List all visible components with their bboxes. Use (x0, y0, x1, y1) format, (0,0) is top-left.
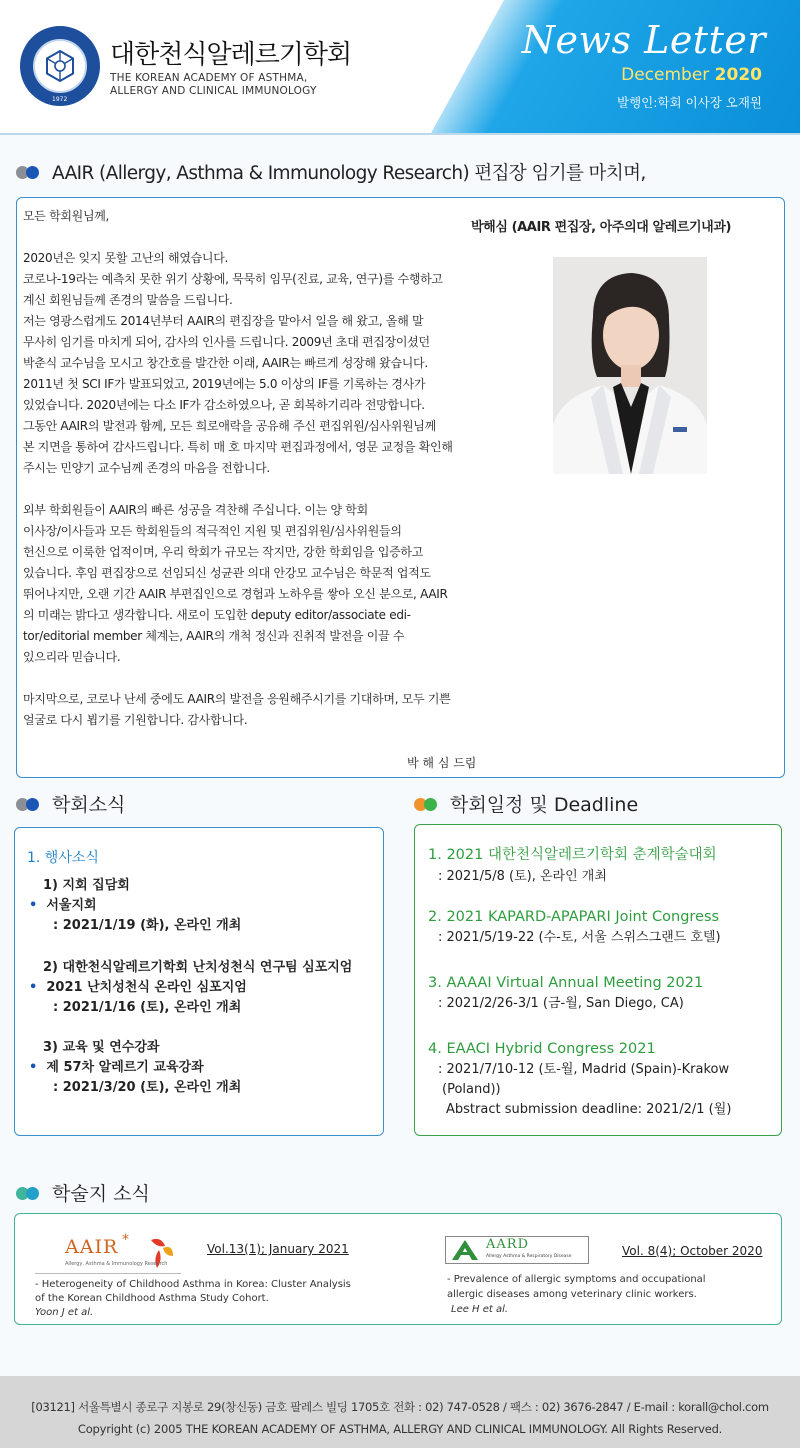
aair-article-line: - Heterogeneity of Childhood Asthma in Korea: Cluster Analysis (35, 1279, 351, 1290)
schedule-item-detail: (Poland)) (442, 1082, 501, 1097)
schedule-item (428, 1041, 731, 1120)
news-item-detail: : 2021/1/19 (화), 온라인 개최 (53, 918, 242, 933)
letter-signature: 박 해 심 드림 (407, 756, 477, 770)
schedule-item-title: 2. 2021 KAPARD-APAPARI Joint Congress (428, 909, 720, 925)
schedule-title: 학회일정 및 Deadline (450, 794, 639, 816)
event-news-heading: 1. 행사소식 (27, 850, 99, 866)
news-item-event (29, 1058, 241, 1078)
schedule-item-title: 4. EAACI Hybrid Congress 2021 (428, 1041, 656, 1057)
asterisk-icon: * (122, 1232, 129, 1248)
schedule-item (428, 975, 703, 1014)
newsletter-date (621, 65, 762, 85)
org-name-english (110, 72, 320, 98)
section-bullet-icon (16, 165, 42, 179)
schedule-item-detail: : 2021/7/10-12 (토-월, Madrid (Spain)-Krakow (438, 1062, 730, 1077)
aard-article-authors: Lee H et al. (451, 1304, 509, 1315)
news-item-event-name: 서울지회 (46, 898, 97, 913)
news-item-title: 2) 대한천식알레르기학회 난치성천식 연구팀 심포지엄 (43, 960, 353, 975)
journals-box (14, 1213, 782, 1325)
aard-article[interactable] (447, 1272, 706, 1317)
letter-line: 박춘식 교수님을 모시고 창간호를 발간한 이래, AAIR는 빠르게 성장해 왔습니다. (23, 356, 428, 370)
letter-line: 외부 학회원들이 AAIR의 빠른 성공을 격찬해 주십니다. 이는 양 학회 (23, 503, 368, 517)
section-bullet-icon (414, 797, 440, 811)
bullet-icon: • (29, 980, 38, 995)
bullet-icon: • (29, 1060, 38, 1075)
news-item-title: 3) 교육 및 연수강좌 (43, 1040, 160, 1055)
org-name-english-line2: ALLERGY AND CLINICAL IMMUNOLOGY (110, 85, 317, 97)
letter-line: 무사히 임기를 마치게 되어, 감사의 인사를 드립니다. 2009년 초대 편집장이셨던 (23, 335, 430, 349)
seal-year: 1972 (52, 96, 68, 103)
aard-volume[interactable]: Vol. 8(4); October 2020 (622, 1244, 763, 1258)
seal-emblem-icon (33, 39, 87, 93)
news-item-event-name: 2021 난치성천식 온라인 심포지엄 (46, 980, 247, 995)
schedule-item-title: 1. 2021 대한천식알레르기학회 춘계학술대회 (428, 847, 717, 863)
letter-line: 저는 영광스럽게도 2014년부터 AAIR의 편집장을 맡아서 일을 해 왔고, 올해 말 (23, 314, 424, 328)
schedule-section-title (414, 790, 638, 817)
letter-line: 계신 회원님들께 존경의 말씀을 드립니다. (23, 293, 233, 307)
schedule-item-title: 3. AAAAI Virtual Annual Meeting 2021 (428, 975, 704, 991)
section-bullet-icon (16, 1186, 42, 1200)
news-item-event (29, 896, 241, 916)
author-photo (553, 257, 707, 474)
hexagon-emblem-icon (42, 48, 78, 84)
letter-line: 얼굴로 다시 뵙기를 기원합니다. 감사합니다. (23, 713, 248, 727)
letter-line: 헌신으로 이룩한 업적이며, 우리 학회가 규모는 작지만, 강한 학회임을 입증하고 (23, 545, 424, 559)
org-name-english-line1: THE KOREAN ACADEMY OF ASTHMA, (110, 72, 308, 84)
schedule-item-deadline: Abstract submission deadline: 2021/2/1 (월) (446, 1102, 732, 1117)
footer-address: [03121] 서울특별시 종로구 지봉로 29(창신동) 금호 팔레스 빌딩 1705호 전화 : 02) 747-0528 / 팩스 : 02) 3676-2847 / E-mail : korall@chol.com (31, 1400, 769, 1414)
aair-article-line: of the Korean Childhood Asthma Study Cohort. (35, 1293, 269, 1304)
aair-logo[interactable] (35, 1234, 181, 1274)
letter-line: 마지막으로, 코로나 난세 중에도 AAIR의 발전을 응원해주시기를 기대하며, 모두 기쁜 (23, 692, 451, 706)
news-item (29, 1038, 242, 1098)
editorial-section-title (16, 159, 646, 185)
org-name-korean: 대한천식알레르기학회 (110, 40, 352, 70)
publisher-line: 발행인:학회 이사장 오재원 (617, 95, 762, 110)
schedule-item-detail: : 2021/5/19-22 (수-토, 서울 스위스그랜드 호텔) (438, 930, 721, 945)
letter-line: 2011년 첫 SCI IF가 발표되었고, 2019년에는 5.0 이상의 IF를 기록하는 경사가 (23, 377, 426, 391)
aair-article-authors: Yoon J et al. (35, 1307, 94, 1318)
editorial-title: AAIR (Allergy, Asthma & Immunology Research) 편집장 임기를 마치며, (52, 163, 646, 184)
newsletter-header (0, 0, 800, 135)
aair-logo-text: AAIR (65, 1236, 119, 1258)
aard-article-line: allergic diseases among veterinary clinic workers. (447, 1289, 697, 1300)
society-news-section-title (16, 790, 125, 817)
schedule-box (414, 824, 782, 1136)
aard-logo-text: AARD (486, 1237, 529, 1252)
letter-line: 있습니다. 후임 편집장으로 선임되신 성균관 의대 안강모 교수님은 학문적 업적도 (23, 566, 431, 580)
letter-line: tor/editorial member 체계는, AAIR의 개척 정신과 진취적 발전을 이끌 수 (23, 629, 405, 643)
news-item (29, 958, 353, 1018)
footer-copyright: Copyright (c) 2005 THE KOREAN ACADEMY OF ASTHMA, ALLERGY AND CLINICAL IMMUNOLOGY. All Rights Reserved. (77, 1422, 723, 1436)
letter-line: 본 지면을 통하여 감사드립니다. 특히 매 호 마지막 편집과정에서, 영문 교정을 확인해 (23, 440, 453, 454)
news-item (29, 876, 242, 936)
schedule-item-detail: : 2021/2/26-3/1 (금-월, San Diego, CA) (438, 996, 684, 1011)
letter-line: 그동안 AAIR의 발전과 함께, 모든 희로애락을 공유해 주신 편집위원/심사위원님께 (23, 419, 436, 433)
aair-volume[interactable]: Vol.13(1); January 2021 (207, 1242, 349, 1256)
letter-line: 2020년은 잊지 못할 고난의 해였습니다. (23, 251, 229, 265)
author-portrait-illustration (553, 257, 707, 474)
letter-line: 주시는 민양기 교수님께 존경의 마음을 전합니다. (23, 461, 270, 475)
aard-article-line: - Prevalence of allergic symptoms and occupational (447, 1274, 706, 1285)
aair-article[interactable] (35, 1278, 351, 1320)
letter-body (23, 206, 493, 731)
society-news-title: 학회소식 (52, 794, 126, 816)
page-footer (0, 1376, 800, 1448)
journals-section-title (16, 1179, 150, 1206)
news-item-detail: : 2021/1/16 (토), 온라인 개최 (53, 1000, 242, 1015)
aard-logo-subtitle: Allergy Asthma & Respiratory Disease (486, 1254, 572, 1259)
schedule-item (428, 843, 717, 887)
news-item-title: 1) 지회 집담회 (43, 878, 130, 893)
letter-line: 코로나-19라는 예측치 못한 위기 상황에, 묵묵히 임무(진료, 교육, 연구)를 수행하고 (23, 272, 443, 286)
news-item-event (29, 978, 352, 998)
letter-line: 뛰어나지만, 오랜 기간 AAIR 부편집인으로 경험과 노하우를 쌓아 오신 분으로, AAIR (23, 587, 448, 601)
society-seal-logo (20, 26, 100, 106)
schedule-item (428, 909, 721, 948)
newsletter-title: News Letter (521, 18, 766, 62)
newsletter-month: December (621, 65, 710, 85)
letter-line: 의 미래는 밝다고 생각합니다. 새로이 도입한 deputy editor/associate edi- (23, 608, 411, 622)
editorial-author: 박해심 (AAIR 편집장, 아주의대 알레르기내과) (471, 220, 732, 235)
news-item-detail: : 2021/3/20 (토), 온라인 개최 (53, 1080, 242, 1095)
society-news-box (14, 827, 384, 1136)
letter-line: 이사장/이사들과 모든 학회원들의 적극적인 지원 및 편집위원/심사위원들의 (23, 524, 402, 538)
letter-salutation: 모든 학회원님께, (23, 209, 110, 223)
journals-title: 학술지 소식 (52, 1183, 150, 1205)
newsletter-year: 2020 (714, 65, 762, 85)
letter-line: 있었습니다. 2020년에는 다소 IF가 감소하였으나, 곧 회복하기리라 전망합니다. (23, 398, 425, 412)
section-bullet-icon (16, 797, 42, 811)
schedule-item-detail: : 2021/5/8 (토), 온라인 개최 (438, 869, 607, 884)
aard-logo[interactable] (445, 1236, 589, 1264)
bullet-icon: • (29, 898, 38, 913)
aair-logo-subtitle: Allergy, Asthma & Immunology Research (65, 1261, 168, 1267)
news-item-event-name: 제 57차 알레르기 교육강좌 (46, 1060, 204, 1075)
letter-line: 있으리라 믿습니다. (23, 650, 121, 664)
aard-a-icon (450, 1238, 480, 1262)
